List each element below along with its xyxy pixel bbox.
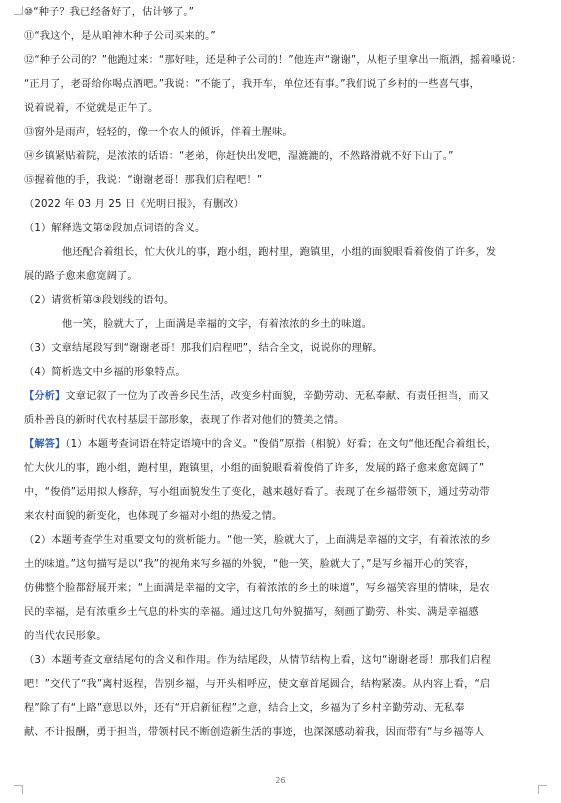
question-2: （2）请赏析第③段划线的语句。 bbox=[24, 295, 175, 306]
question-2-quote: 他一笑，脸就大了，上面满是幸福的文字，有着浓浓的乡土的味道。 bbox=[62, 319, 373, 330]
paragraph-13: ⑬窗外是雨声，轻轻的，像一个农人的倾诉，伴着土腥味。 bbox=[24, 127, 293, 138]
answer-2-line-2: 土的味道。”这句描写是以“我”的视角来写乡福的外貌，“他一笑，脸就大了，”是写乡福开心的笑容， bbox=[24, 559, 476, 570]
paragraph-12-line-3: 说着说着，不觉就是正午了。 bbox=[24, 103, 159, 114]
source-citation: （2022 年 03 月 25 日《光明日报》，有删改） bbox=[24, 199, 244, 210]
analysis-tag: 【分析】 bbox=[24, 391, 66, 402]
answer-3-line-3: 程”除了有“上路”意思以外，还有“开启新征程”之意，结合上文，乡福为了乡村辛勤劳动、无私奉 bbox=[24, 703, 465, 714]
answer-3-line-1: （3）本题考查文章结尾句的含义和作用。作为结尾段，从情节结构上看，这句“谢谢老哥！那我们启程 bbox=[24, 655, 491, 666]
analysis-text: 文章记叙了一位为了改善乡民生活，改变乡村面貌，辛勤劳动、无私奉献、有责任担当，而又 bbox=[65, 391, 490, 402]
analysis-line-1 bbox=[24, 390, 540, 404]
question-3: （3）文章结尾段写到“谢谢老哥！那我们启程吧”，结合全文，说说你的理解。 bbox=[24, 343, 383, 354]
page-number: 26 bbox=[275, 776, 286, 785]
question-1: （1）解释选文第②段加点词语的含义。 bbox=[24, 223, 206, 234]
crop-mark-top-left bbox=[14, 6, 23, 15]
question-1-quote-line-2: 展的路子愈来愈宽阔了。 bbox=[24, 271, 138, 282]
answer-3-line-2: 吧！”交代了“我”离村返程，告别乡福，与开头相呼应，使文章首尾圆合，结构紧凑。从内容上看，“启 bbox=[24, 679, 491, 690]
answer-2-line-3: 仿佛整个脸都舒展开来；“上面满是幸福的文字，有着浓浓的乡土的味道”，写乡福笑容里的情味，是农 bbox=[24, 583, 490, 594]
paragraph-12-line-2: “正月了，老哥给你喝点酒吧。”我说：“不能了，我开车，单位还有事。”我们说了乡村的一些喜气事， bbox=[24, 79, 481, 90]
answer-3-line-4: 献、不计报酬，勇于担当，带领村民不断创造新生活的事迹，也深深感动着我，因而带有“与乡福等人 bbox=[24, 727, 485, 738]
question-1-quote-line-1: 他还配合着组长，忙大伙儿的事，跑小组，跑村里，跑镇里，小组的面貌眼看着俊俏了许多，发 bbox=[62, 247, 497, 258]
answer-1-line-4: 来农村面貌的新变化，也体现了乡福对小组的热爱之情。 bbox=[24, 511, 283, 522]
answer-2-line-4: 民的幸福，是有浓重乡土气息的朴实的幸福。通过这几句外貌描写，刻画了勤劳、朴实、满是幸福感 bbox=[24, 607, 479, 618]
answer-tag: 【解答】 bbox=[24, 439, 66, 450]
crop-mark-bottom-left bbox=[14, 785, 23, 794]
answer-1-line-1 bbox=[24, 438, 540, 452]
paragraph-12-line-1: ⑫“种子公司的？”他跑过来：“那好哇，还是种子公司的！”他连声“谢谢”，从柜子里拿出一瓶酒，摇着嗓说： bbox=[24, 55, 522, 66]
answer-1-line-2: 忙大伙儿的事，跑小组，跑村里，跑镇里，小组的面貌眼看着俊俏了许多，发展的路子愈来愈宽阔了” bbox=[24, 463, 485, 474]
paragraph-15: ⑮握着他的手，我说：“谢谢老哥！那我们启程吧！” bbox=[24, 175, 263, 186]
paragraph-14: ⑭乡镇紧贴着院，是浓浓的话语：“老弟，你赶快出发吧，湿漉漉的，不然路滑就不好下山了。” bbox=[24, 151, 454, 162]
analysis-line-2: 质朴善良的新时代农村基层干部形象，表现了作者对他们的赞美之情。 bbox=[24, 415, 345, 426]
crop-mark-bottom-right bbox=[538, 785, 547, 794]
answer-text: （1）本题考查词语在特定语境中的含义。“俊俏”原指（相貌）好看；在文句“他还配合着组长， bbox=[65, 439, 497, 450]
answer-2-line-5: 的当代农民形象。 bbox=[24, 631, 107, 642]
paragraph-10: ⑩“种子？我已经备好了，估计够了。” bbox=[24, 7, 195, 18]
answer-2-line-1: （2）本题考查学生对重要文句的赏析能力。“他一笑，脸就大了，上面满是幸福的文字，有着浓浓的乡 bbox=[24, 535, 491, 546]
paragraph-11: ⑪“我这个，是从咱神木种子公司买来的。” bbox=[24, 31, 216, 42]
answer-1-line-3: 中，“俊俏”运用拟人修辞，写小组面貌发生了变化，越来越好看了。表现了在乡福带领下，通过劳动带 bbox=[24, 487, 490, 498]
question-4: （4）简析选文中乡福的形象特点。 bbox=[24, 367, 186, 378]
